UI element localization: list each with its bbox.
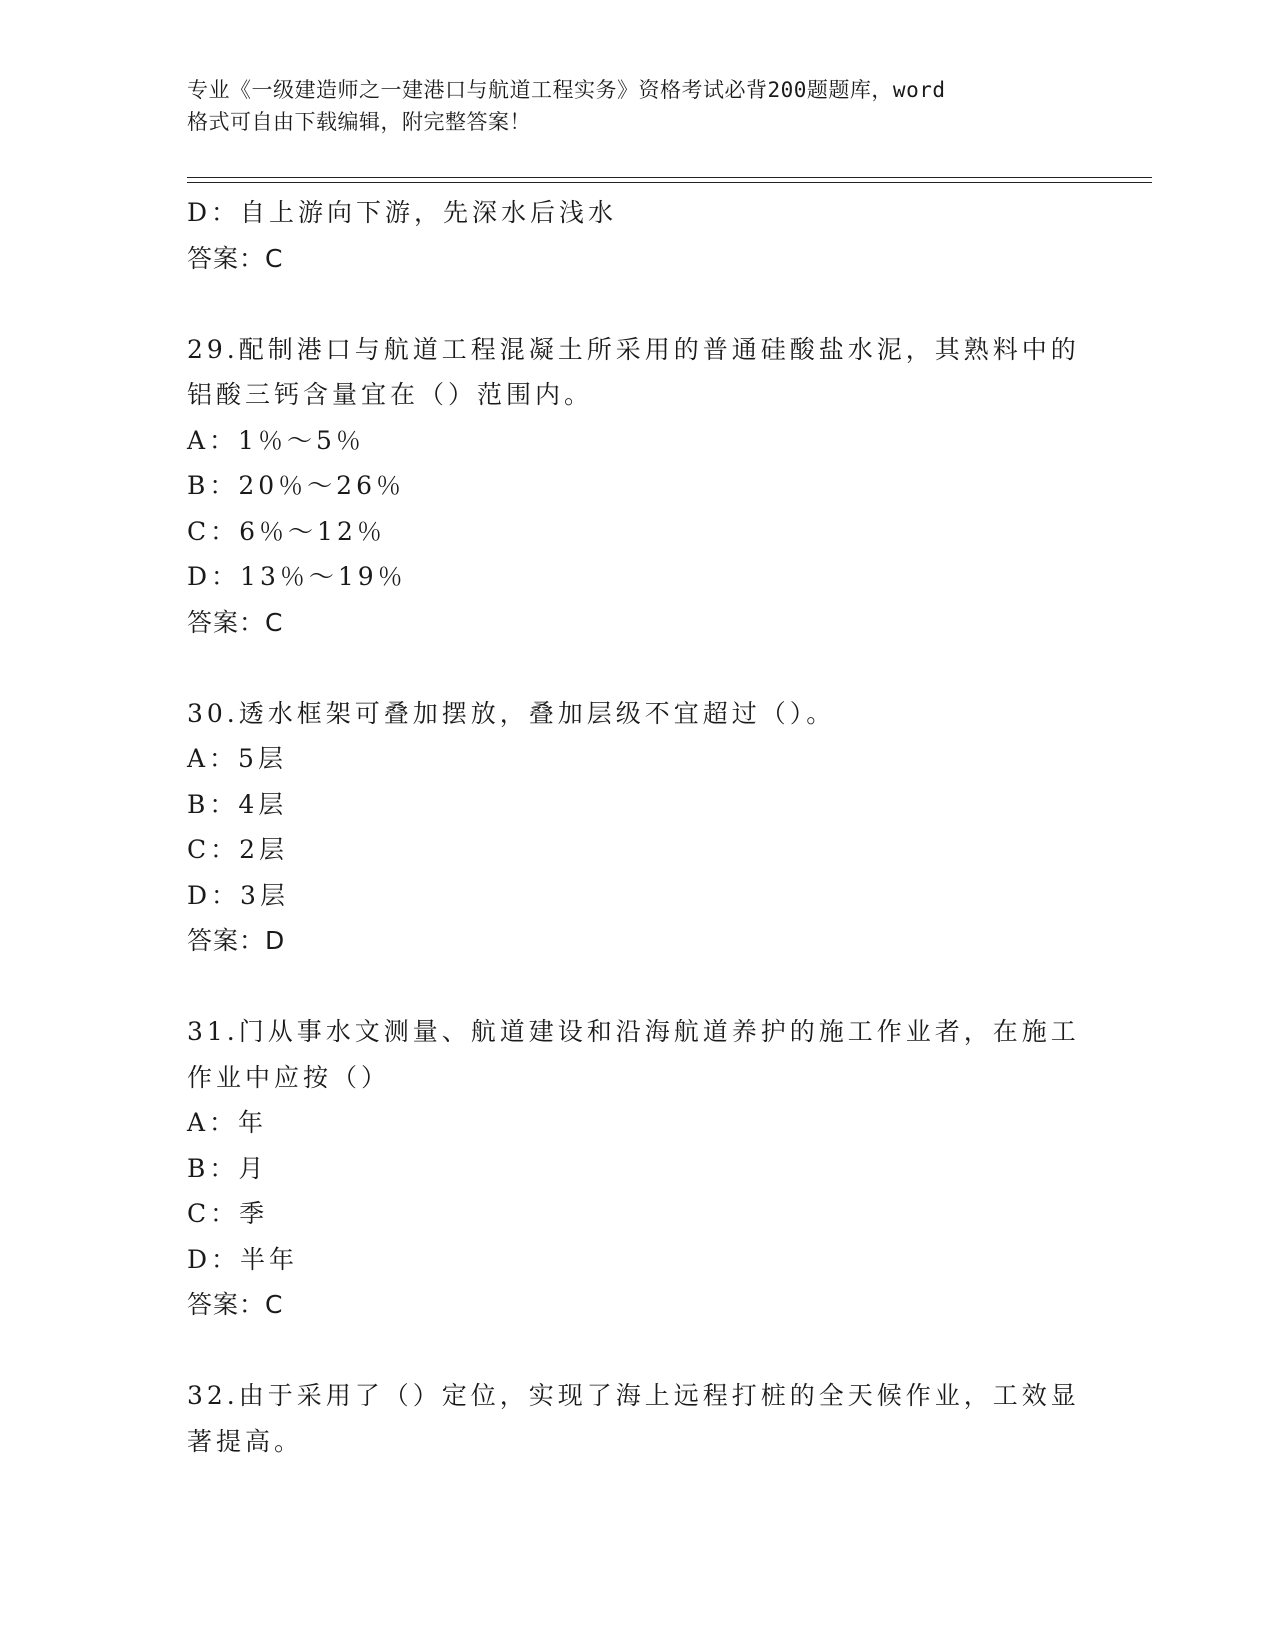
q30-option-d: D：3层 <box>187 880 289 910</box>
header-line-2: 格式可自由下载编辑，附完整答案！ <box>187 110 531 134</box>
spacer <box>187 964 1087 1010</box>
q30-option-c: C：2层 <box>187 835 289 864</box>
q31-option-b: B：月 <box>187 1153 268 1183</box>
q29-option-d: D：13％～19％ <box>187 562 407 591</box>
q29-stem-line-1: 29.配制港口与航道工程混凝土所采用的普通硅酸盐水泥，其熟料中的 <box>187 334 1080 364</box>
q32-stem-line-2: 著提高。 <box>187 1426 304 1456</box>
q30-option-a: A：5层 <box>187 744 287 773</box>
document-header <box>187 74 1067 138</box>
q30-option-b: B：4层 <box>187 789 288 819</box>
q31-stem-line-2: 作业中应按（） <box>187 1062 391 1092</box>
q29-stem-line-2: 铝酸三钙含量宜在（）范围内。 <box>187 380 594 409</box>
q29-option-a: A：1％～5％ <box>187 425 365 455</box>
q31-stem-line-1: 31.门从事水文测量、航道建设和沿海航道养护的施工作业者，在施工 <box>187 1017 1080 1046</box>
q29-option-c: C：6％～12％ <box>187 516 386 546</box>
spacer <box>187 645 1087 691</box>
q28-answer: 答案：C <box>187 243 284 273</box>
header-divider-top <box>187 177 1152 178</box>
header-line-1: 专业《一级建造师之一建港口与航道工程实务》资格考试必背200题题库，word <box>187 78 946 102</box>
q30-stem-line-1: 30.透水框架可叠加摆放，叠加层级不宜超过（）。 <box>187 698 836 728</box>
spacer <box>187 1328 1087 1374</box>
q31-option-d: D：半年 <box>187 1244 299 1274</box>
q31-answer: 答案：C <box>187 1290 284 1319</box>
document-body <box>187 190 1087 1464</box>
q28-option-d: D：自上游向下游，先深水后浅水 <box>187 198 618 227</box>
q31-option-c: C：季 <box>187 1199 269 1228</box>
q29-answer: 答案：C <box>187 607 284 637</box>
spacer <box>187 281 1087 327</box>
q31-option-a: A：年 <box>187 1108 268 1137</box>
q30-answer: 答案：D <box>187 926 286 955</box>
q29-option-b: B：20％～26％ <box>187 471 405 500</box>
q32-stem-line-1: 32.由于采用了（）定位，实现了海上远程打桩的全天候作业，工效显 <box>187 1381 1080 1410</box>
header-divider-bottom <box>187 182 1152 183</box>
